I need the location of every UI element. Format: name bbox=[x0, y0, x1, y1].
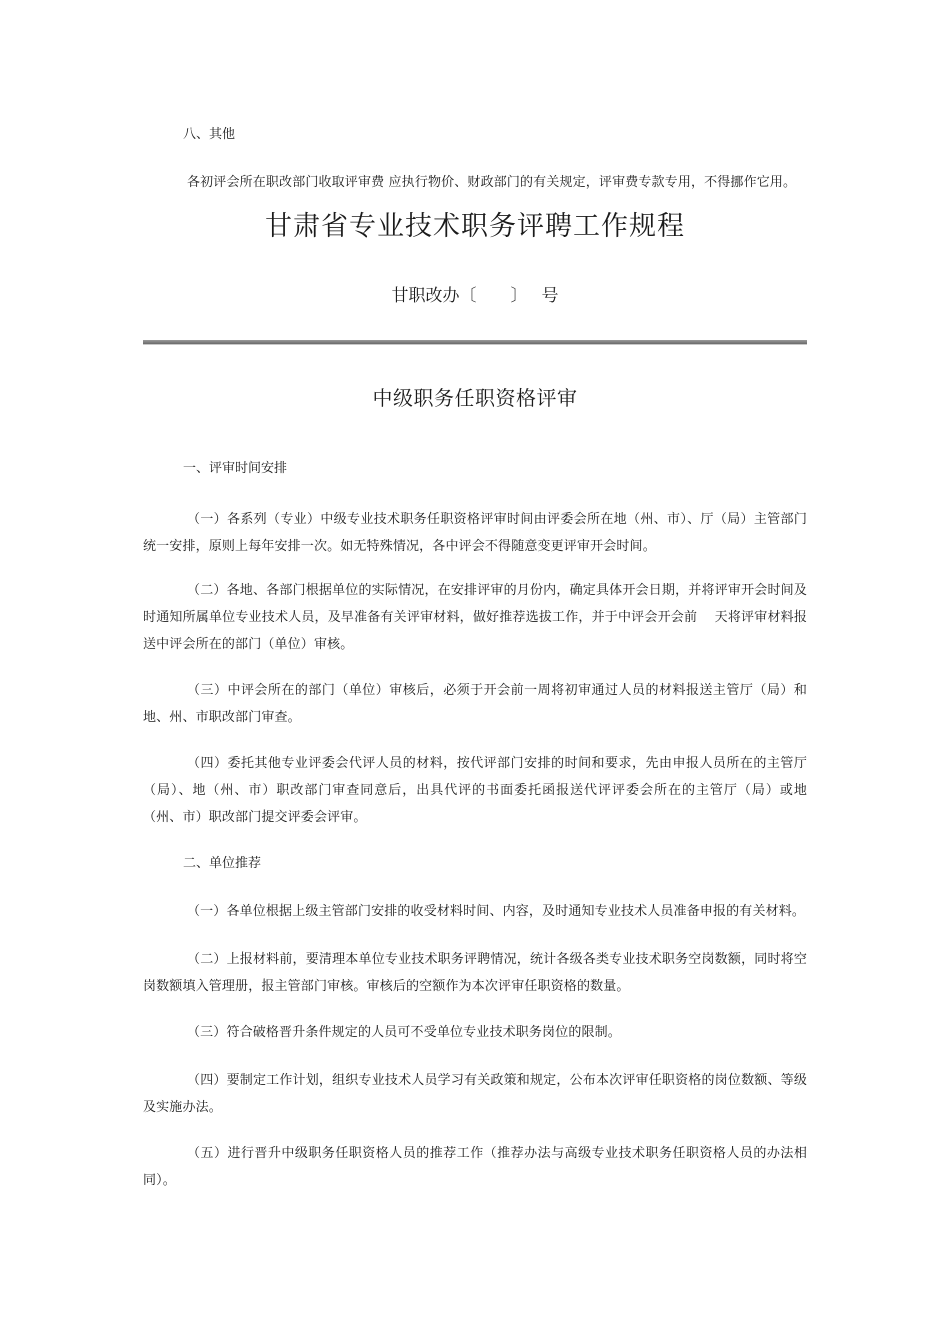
section-heading-other: 八、其他 bbox=[183, 127, 236, 142]
section-title: 中级职务任职资格评审 bbox=[372, 386, 578, 410]
part1-item-3: （三）中评会所在的部门（单位）审核后，必须于开会前一周将初审通过人员的材料报送主管厅（局）和地、州、市职改部门审查。 bbox=[143, 683, 807, 725]
part1-item-2: （二）各地、各部门根据单位的实际情况，在安排评审的月份内，确定具体开会日期，并将评审开会时间及时通知所属单位专业技术人员，及早准备有关评审材料，做好推荐选拔工作，并于中评会开会前 天将评审材料报送中评会所在的部门（单位）审核。 bbox=[143, 583, 807, 652]
part2-item-4: （四）要制定工作计划，组织专业技术人员学习有关政策和规定，公布本次评审任职资格的岗位数额、等级及实施办法。 bbox=[143, 1073, 807, 1115]
part2-item-1: （一）各单位根据上级主管部门安排的收受材料时间、内容，及时通知专业技术人员准备申报的有关材料。 bbox=[187, 904, 806, 919]
part2-heading: 二、单位推荐 bbox=[183, 856, 262, 871]
part2-item-5: （五）进行晋升中级职务任职资格人员的推荐工作（推荐办法与高级专业技术职务任职资格人员的办法相同）。 bbox=[143, 1146, 807, 1188]
document-title: 甘肃省专业技术职务评聘工作规程 bbox=[265, 211, 685, 242]
document-number: 甘职改办〔 〕 号 bbox=[391, 286, 559, 306]
paragraph-review-fee: 各初评会所在职改部门收取评审费 应执行物价、财政部门的有关规定，评审费专款专用，不得挪作它用。 bbox=[187, 175, 797, 190]
part2-item-2: （二）上报材料前，要清理本单位专业技术职务评聘情况，统计各级各类专业技术职务空岗数额，同时将空岗数额填入管理册，报主管部门审核。审核后的空额作为本次评审任职资格的数量。 bbox=[143, 952, 807, 994]
part1-item-1: （一）各系列（专业）中级专业技术职务任职资格评审时间由评委会所在地（州、市）、厅（局）主管部门统一安排，原则上每年安排一次。如无特殊情况，各中评会不得随意变更评审开会时间。 bbox=[143, 512, 807, 554]
part1-heading: 一、评审时间安排 bbox=[183, 461, 288, 476]
part1-item-4: （四）委托其他专业评委会代评人员的材料，按代评部门安排的时间和要求，先由申报人员所在的主管厅（局）、地（州、市）职改部门审查同意后，出具代评的书面委托函报送代评评委会所在的主管厅（局）或地（州、市）职改部门提交评委会评审。 bbox=[143, 756, 807, 825]
title-divider bbox=[143, 340, 807, 345]
part2-item-3: （三）符合破格晋升条件规定的人员可不受单位专业技术职务岗位的限制。 bbox=[187, 1025, 621, 1040]
